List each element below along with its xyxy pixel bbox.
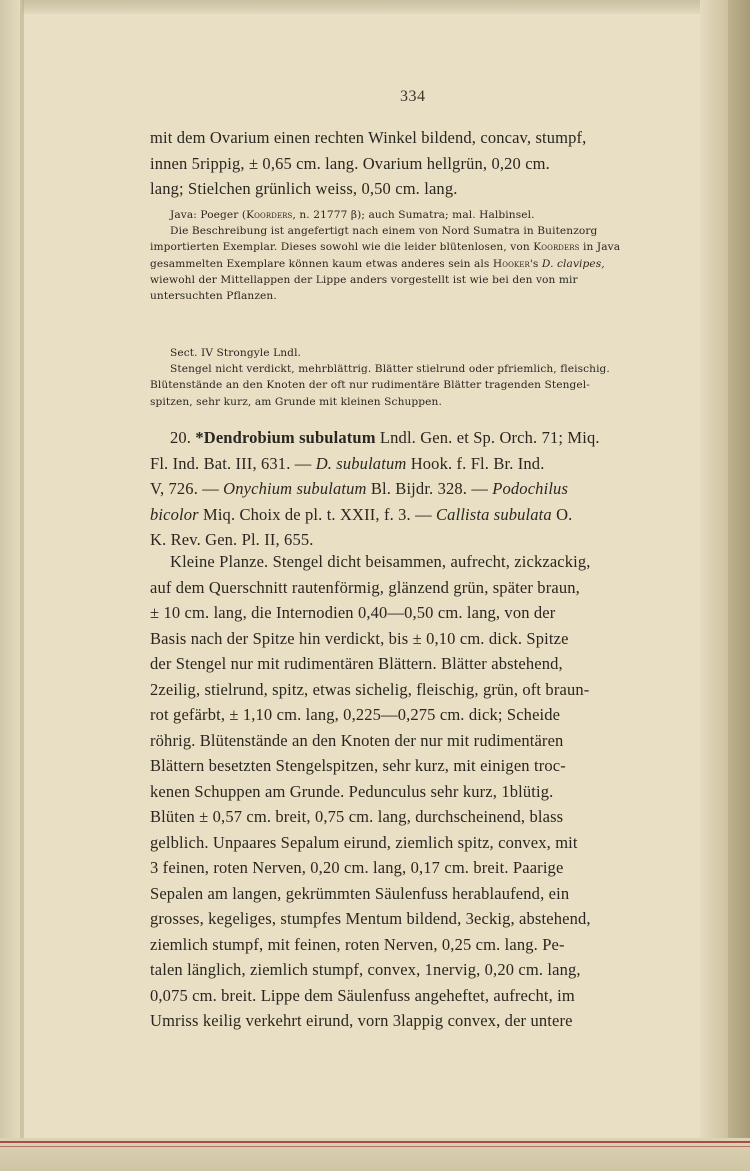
citation-line: K. Rev. Gen. Pl. II, 655.	[150, 530, 314, 549]
book-cover-edge	[728, 0, 750, 1171]
text-line: mit dem Ovarium einen rechten Winkel bildend, concav, stumpf,	[150, 128, 587, 147]
page-number: 334	[400, 88, 426, 105]
section-line: spitzen, sehr kurz, am Grunde mit kleinen Schuppen.	[150, 395, 442, 408]
note-line: untersuchten Pflanzen.	[150, 290, 277, 303]
description-line: kenen Schuppen am Grunde. Pedunculus sehr kurz, 1blütig.	[150, 781, 554, 801]
section-line: Blütenstände an den Knoten der oft nur rudimentäre Blätter tragenden Stengel-	[150, 379, 590, 392]
description-line: Basis nach der Spitze hin verdickt, bis ± 0,10 cm. dick. Spitze	[150, 628, 569, 648]
text-line: lang; Stielchen grünlich weiss, 0,50 cm. lang.	[150, 179, 458, 198]
description-line: rot gefärbt, ± 1,10 cm. lang, 0,225—0,275 cm. dick; Scheide	[150, 705, 561, 724]
description-line: Blüten ± 0,57 cm. breit, 0,75 cm. lang, durchscheinend, blass	[150, 807, 564, 826]
citation-line: bicolor Miq. Choix de pl. t. XXII, f. 3. — Callista subulata O.	[150, 504, 573, 524]
section-title: Sect. IV Strongyle Lndl.	[170, 347, 302, 359]
continuation-paragraph	[150, 125, 690, 202]
page-left-edge	[0, 0, 22, 1171]
description-line: Kleine Planze. Stengel dicht beisammen, aufrecht, zickzackig,	[170, 552, 591, 571]
description-line: 0,075 cm. breit. Lippe dem Säulenfuss angeheftet, aufrecht, im	[150, 985, 575, 1005]
section-description	[150, 345, 690, 410]
red-cover-line	[0, 1141, 750, 1143]
species-number: 20.	[170, 428, 192, 447]
note-line: Java: Poeger (Koorders, n. 21777 β); auch Sumatra; mal. Halbinsel.	[170, 209, 535, 221]
description-line: gelblich. Unpaares Sepalum eirund, ziemlich spitz, convex, mit	[150, 832, 578, 852]
description-line: 3 feinen, roten Nerven, 0,20 cm. lang, 0,17 cm. breit. Paarige	[150, 858, 564, 877]
note-line: wiewohl der Mittellappen der Lippe anders vorgestellt ist wie bei den von mir	[150, 273, 578, 286]
page-top-edge	[0, 0, 750, 14]
description-line: ziemlich stumpf, mit feinen, roten Nerven, 0,25 cm. lang. Pe-	[150, 934, 565, 954]
description-line: Umriss keilig verkehrt eirund, vorn 3lappig convex, der untere	[150, 1011, 573, 1030]
citation-line: V, 726. — Onychium subulatum Bl. Bijdr. 328. — Podochilus	[150, 479, 569, 498]
page-left-shadow	[20, 0, 24, 1171]
citation-line: Fl. Ind. Bat. III, 631. — D. subulatum Hook. f. Fl. Br. Ind.	[150, 453, 545, 473]
description-line: ± 10 cm. lang, die Internodien 0,40—0,50 cm. lang, von der	[150, 603, 556, 622]
species-citation	[150, 425, 690, 553]
species-description	[150, 549, 690, 1034]
note-line: Die Beschreibung ist angefertigt nach einem von Nord Sumatra in Buitenzorg	[170, 225, 598, 238]
description-line: Sepalen am langen, gekrümmten Säulenfuss herablaufend, ein	[150, 883, 570, 903]
description-line: Blättern besetzten Stengelspitzen, sehr kurz, mit einigen troc-	[150, 756, 566, 775]
section-line: Stengel nicht verdickt, mehrblättrig. Blätter stielrund oder pfriemlich, fleischig.	[170, 363, 610, 376]
text-line: innen 5rippig, ± 0,65 cm. lang. Ovarium hellgrün, 0,20 cm.	[150, 153, 550, 173]
description-line: der Stengel nur mit rudimentären Blättern. Blätter abstehend,	[150, 654, 563, 673]
description-line: auf dem Querschnitt rautenförmig, glänzend grün, später braun,	[150, 577, 580, 597]
description-line: grosses, kegeliges, stumpfes Mentum bildend, 3eckig, abstehend,	[150, 909, 591, 928]
description-line: 2zeilig, stielrund, spitz, etwas sichelig, fleischig, grün, oft braun-	[150, 679, 590, 699]
red-cover-line-thin	[0, 1146, 750, 1147]
description-line: röhrig. Blütenstände an den Knoten der nur mit rudimentären	[150, 730, 564, 750]
locality-note	[150, 207, 690, 304]
species-name: *Dendrobium subulatum	[195, 428, 376, 447]
description-line: talen länglich, ziemlich stumpf, convex, 1nervig, 0,20 cm. lang,	[150, 960, 581, 979]
citation-line: 20. *Dendrobium subulatum Lndl. Gen. et Sp. Orch. 71; Miq.	[170, 428, 600, 447]
note-line: gesammelten Exemplare können kaum etwas anderes sein als Hooker's D. clavipes,	[150, 257, 605, 270]
note-line: importierten Exemplar. Dieses sowohl wie die leider blütenlosen, von Koorders in Java	[150, 241, 621, 254]
